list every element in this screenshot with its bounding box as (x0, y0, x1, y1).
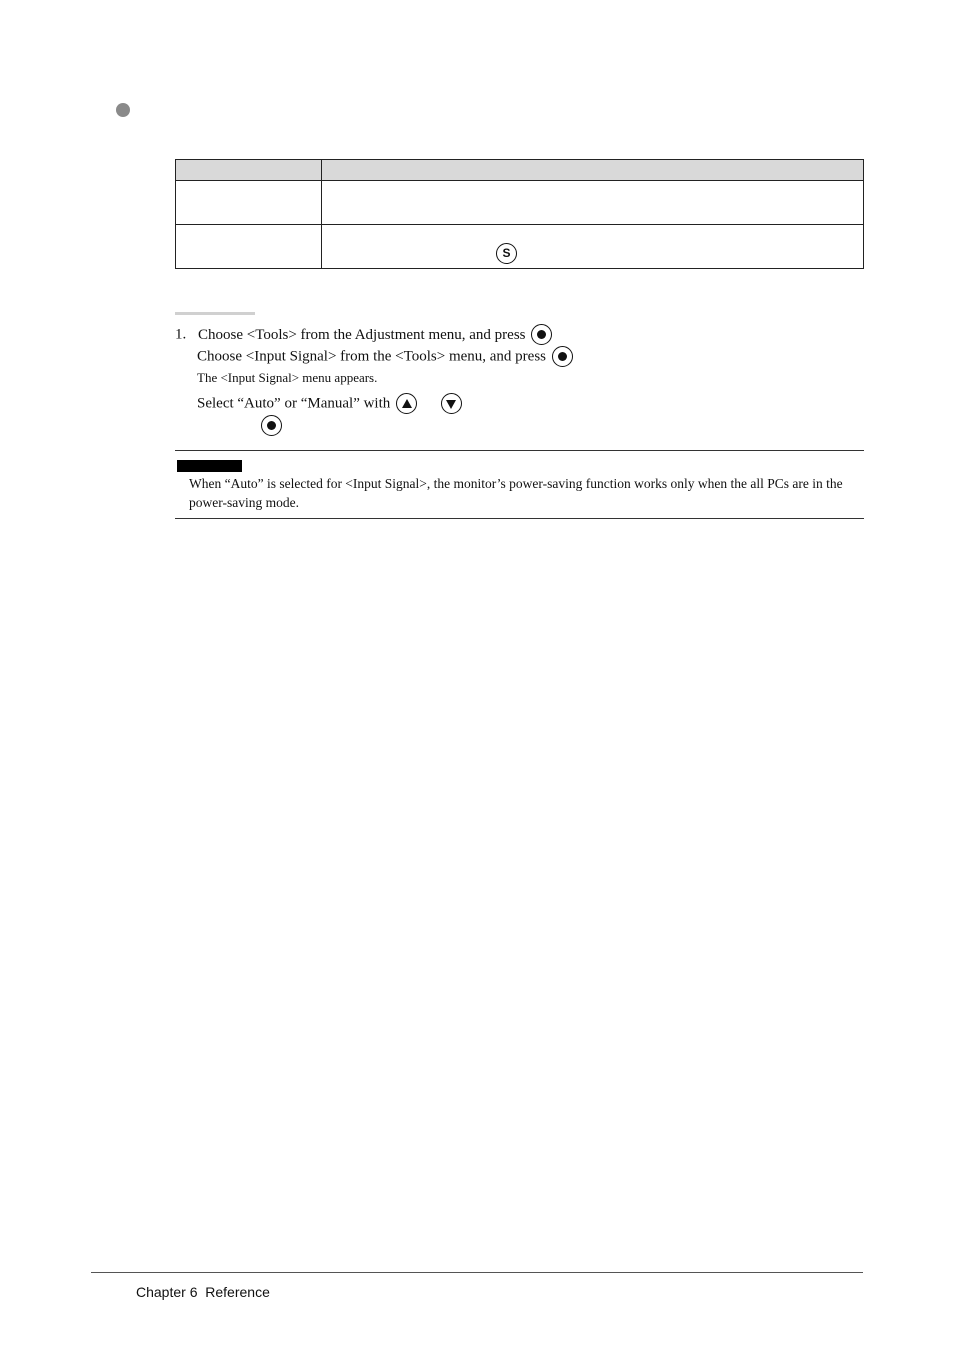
enter-button-dot (537, 330, 546, 339)
step-text: Choose <Input Signal> from the <Tools> menu, and press (197, 348, 546, 365)
table-row (176, 181, 864, 225)
section-bullet (116, 103, 130, 117)
table-header-cell-function (322, 160, 864, 181)
enter-button-dot (267, 421, 276, 430)
table-row (176, 225, 864, 269)
settings-table (175, 159, 864, 269)
enter-button-icon (261, 415, 282, 436)
note-label-tag (177, 460, 242, 472)
note-bottom-rule (175, 518, 864, 519)
note-text: When “Auto” is selected for <Input Signal>, the monitor’s power-saving function works only when the all PCs are in the power-saving mode. (189, 476, 843, 510)
down-arrow-button-icon (441, 393, 462, 414)
note-top-rule (175, 450, 864, 451)
s-button-glyph: S (502, 246, 511, 260)
enter-button-icon (531, 324, 552, 345)
table-cell-setting (176, 181, 322, 225)
step-number: 1. (175, 326, 187, 343)
procedure-heading-rule (175, 312, 255, 315)
enter-button-icon (552, 346, 573, 367)
up-arrow-button-icon (396, 393, 417, 414)
procedure-step-2 (197, 346, 573, 367)
procedure-step-1 (175, 324, 552, 345)
step-text: Select “Auto” or “Manual” with (197, 395, 391, 412)
table-header-cell-setting (176, 160, 322, 181)
s-button-icon (496, 243, 517, 264)
enter-button-dot (558, 352, 567, 361)
up-arrow-glyph (402, 399, 412, 408)
footer-chapter-label: Chapter 6 Reference (136, 1284, 270, 1300)
table-cell-function (322, 181, 864, 225)
step-text: Choose <Tools> from the Adjustment menu, and press (198, 326, 526, 343)
procedure-step-3 (197, 393, 462, 414)
footer-rule (91, 1272, 863, 1273)
down-arrow-glyph (446, 400, 456, 409)
table-cell-setting (176, 225, 322, 269)
table-header-row (176, 160, 864, 181)
table-cell-function (322, 225, 864, 269)
step-2-result: The <Input Signal> menu appears. (197, 370, 378, 385)
